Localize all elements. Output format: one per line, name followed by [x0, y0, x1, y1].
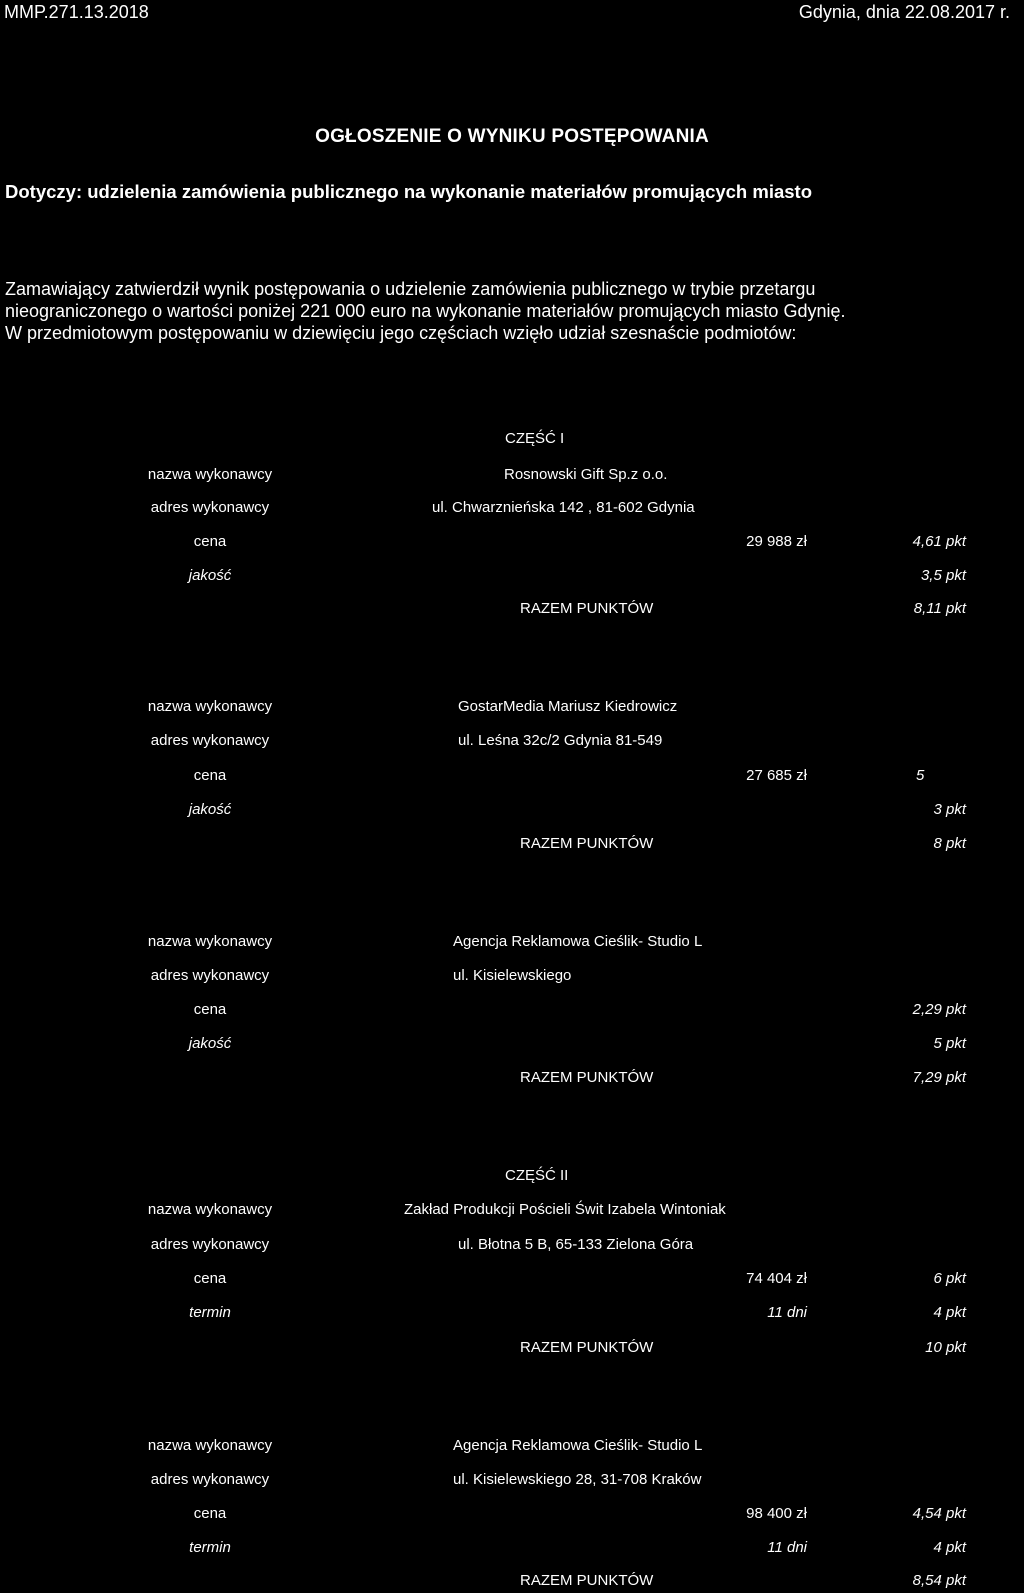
- total-points: 8,11 pkt: [913, 600, 966, 617]
- total-points: 7,29 pkt: [912, 1069, 966, 1086]
- quality-points: 3 pkt: [933, 801, 966, 818]
- bidder-name: GostarMedia Mariusz Kiedrowicz: [458, 698, 678, 715]
- price-points: 4,54 pkt: [912, 1505, 966, 1522]
- bidder-address: ul. Błotna 5 B, 65-133 Zielona Góra: [458, 1236, 694, 1253]
- label-address: adres wykonawcy: [150, 732, 270, 749]
- price-points: 2,29 pkt: [912, 1001, 966, 1018]
- total-points: 8,54 pkt: [912, 1572, 966, 1589]
- label-name: nazwa wykonawcy: [147, 466, 273, 483]
- bidder-name: Zakład Produkcji Pościeli Świt Izabela Wintoniak: [404, 1201, 726, 1218]
- total-label: RAZEM PUNKTÓW: [520, 1069, 654, 1086]
- quality-points: 3,5 pkt: [920, 567, 966, 584]
- price-value: 27 685 zł: [746, 767, 807, 784]
- label-price: cena: [193, 767, 227, 784]
- document-reference: MMP.271.13.2018: [4, 2, 149, 22]
- label-name: nazwa wykonawcy: [147, 933, 273, 950]
- label-price: cena: [193, 1270, 227, 1287]
- bidder-name: Agencja Reklamowa Cieślik- Studio L: [453, 933, 703, 950]
- label-name: nazwa wykonawcy: [147, 1201, 273, 1218]
- label-quality: jakość: [188, 801, 232, 818]
- label-quality: jakość: [188, 1035, 232, 1052]
- intro-paragraph: [5, 278, 1015, 344]
- price-value: 98 400 zł: [746, 1505, 807, 1522]
- label-name: nazwa wykonawcy: [147, 1437, 273, 1454]
- label-price: cena: [193, 1001, 227, 1018]
- term-value: 11 dni: [767, 1304, 807, 1321]
- total-label: RAZEM PUNKTÓW: [520, 835, 654, 852]
- price-points: 5: [916, 767, 925, 784]
- label-address: adres wykonawcy: [150, 967, 270, 984]
- price-points: 4,61 pkt: [912, 533, 966, 550]
- total-label: RAZEM PUNKTÓW: [520, 1572, 654, 1589]
- term-value: 11 dni: [767, 1539, 807, 1556]
- total-points: 8 pkt: [933, 835, 966, 852]
- intro-line: W przedmiotowym postępowaniu w dziewięciu jego częściach wzięło udział szesnaście podmiotów:: [5, 323, 797, 343]
- bidder-address: ul. Chwarznieńska 142 , 81-602 Gdynia: [432, 499, 695, 516]
- total-label: RAZEM PUNKTÓW: [520, 600, 654, 617]
- quality-points: 5 pkt: [933, 1035, 966, 1052]
- intro-line: Zamawiający zatwierdził wynik postępowania o udzielenie zamówienia publicznego w trybie przetargu: [5, 279, 816, 299]
- price-points: 6 pkt: [933, 1270, 966, 1287]
- label-term: termin: [189, 1304, 231, 1321]
- part-heading: CZĘŚĆ II: [505, 1167, 569, 1184]
- label-address: adres wykonawcy: [150, 1471, 270, 1488]
- price-value: 74 404 zł: [746, 1270, 807, 1287]
- label-term: termin: [189, 1539, 231, 1556]
- intro-line: nieograniczonego o wartości poniżej 221 000 euro na wykonanie materiałów promujących miasto Gdynię.: [5, 301, 846, 321]
- document-title: OGŁOSZENIE O WYNIKU POSTĘPOWANIA: [315, 126, 709, 147]
- place-date: Gdynia, dnia 22.08.2017 r.: [798, 2, 1010, 22]
- label-address: adres wykonawcy: [150, 1236, 270, 1253]
- label-address: adres wykonawcy: [150, 499, 270, 516]
- total-points: 10 pkt: [925, 1339, 966, 1356]
- price-value: 29 988 zł: [746, 533, 807, 550]
- part-heading: CZĘŚĆ I: [505, 430, 565, 447]
- document-subject: Dotyczy: udzielenia zamówienia publicznego na wykonanie materiałów promujących miasto: [5, 181, 812, 202]
- bidder-name: Agencja Reklamowa Cieślik- Studio L: [453, 1437, 703, 1454]
- label-quality: jakość: [188, 567, 232, 584]
- bidder-name: Rosnowski Gift Sp.z o.o.: [504, 466, 668, 483]
- label-price: cena: [193, 533, 227, 550]
- bidder-address: ul. Kisielewskiego: [453, 967, 572, 984]
- label-price: cena: [193, 1505, 227, 1522]
- total-label: RAZEM PUNKTÓW: [520, 1339, 654, 1356]
- label-name: nazwa wykonawcy: [147, 698, 273, 715]
- bidder-address: ul. Kisielewskiego 28, 31-708 Kraków: [453, 1471, 702, 1488]
- term-points: 4 pkt: [933, 1304, 966, 1321]
- term-points: 4 pkt: [933, 1539, 966, 1556]
- bidder-address: ul. Leśna 32c/2 Gdynia 81-549: [458, 732, 663, 749]
